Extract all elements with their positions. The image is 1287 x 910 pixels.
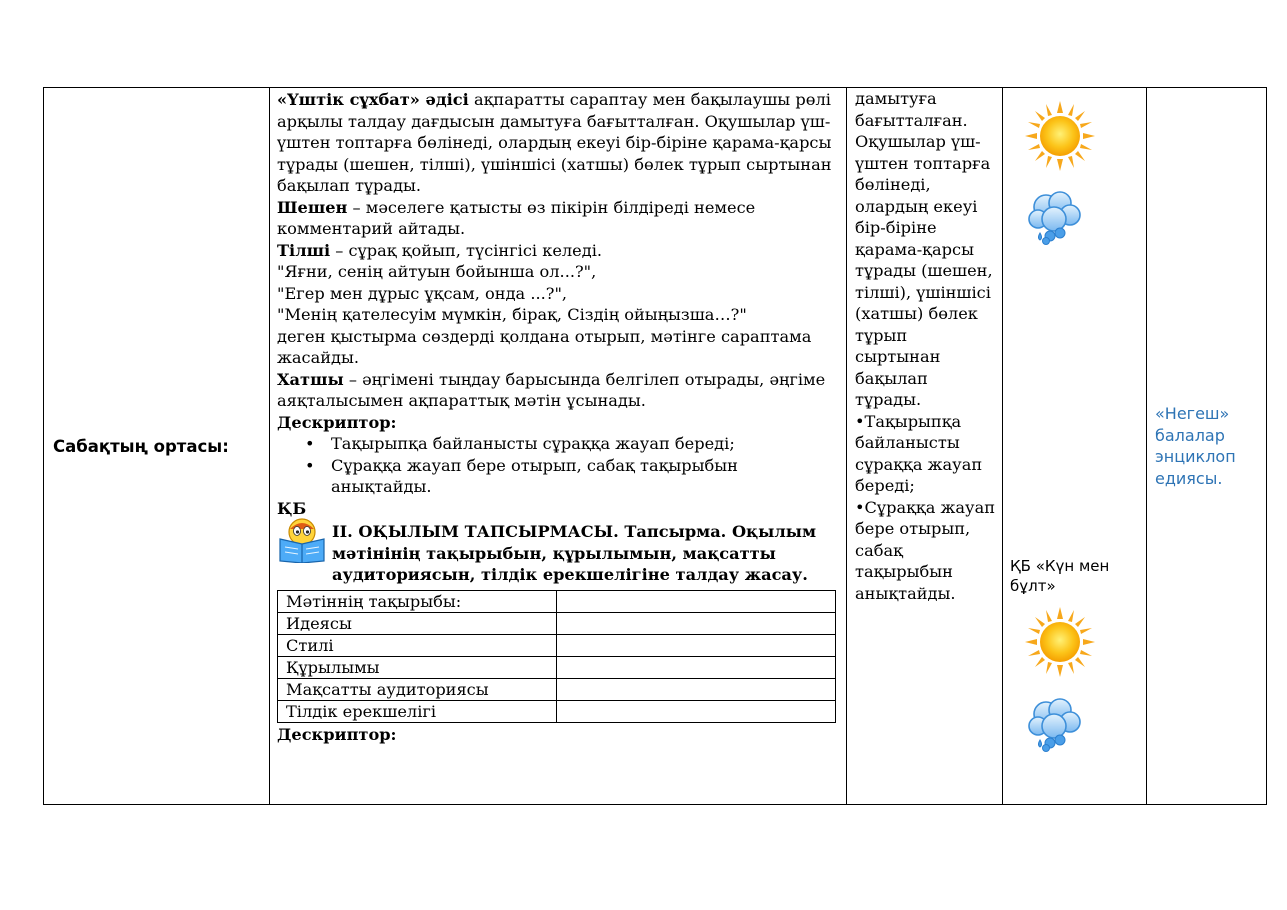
descriptor-heading-2: Дескриптор: bbox=[277, 724, 397, 744]
sun-icon bbox=[1023, 605, 1097, 679]
lesson-middle-row bbox=[44, 88, 1267, 805]
resource-link[interactable]: «Негеш» балалар энциклоп едиясы. bbox=[1155, 404, 1236, 488]
table-cell-empty[interactable] bbox=[557, 700, 836, 722]
list-item: • Тақырыпқа байланысты сұраққа жауап береді; bbox=[305, 433, 839, 455]
analysis-table bbox=[277, 590, 836, 723]
assessment-cell bbox=[1003, 88, 1147, 805]
quote-line: "Менің қателесуім мүмкін, бірақ, Сіздің ойыңызша…?" bbox=[277, 305, 747, 324]
table-cell-label: Мәтіннің тақырыбы: bbox=[278, 590, 557, 612]
table-cell-label: Стилі bbox=[278, 634, 557, 656]
reading-book-icon bbox=[277, 517, 327, 563]
students-activity-text: дамытуға бағытталған. Оқушылар үш-үштен топтарға бөлінеді, олардың екеуі бір-біріне қарама-қарсы тұрады (шешен, тілші), үшіншісі (хатшы) бөлек тұрып сыртынан бақылап тұрады. bbox=[855, 89, 993, 409]
students-bullet: •Тақырыпқа байланысты сұраққа жауап береді; bbox=[855, 411, 983, 495]
role-secretary: Хатшы – әңгімені тыңдау барысында белгілеп отырады, әңгіме аяқталысымен ақпараттық мәтін ұсынады. bbox=[277, 369, 826, 410]
role-speaker: Шешен – мәселеге қатысты өз пікірін білдіреді немесе комментарий айтады. bbox=[277, 197, 756, 238]
role-reporter: Тілші – сұрақ қойып, түсінгісі келеді. bbox=[277, 240, 603, 260]
task-heading: II. ОҚЫЛЫМ ТАПСЫРМАСЫ. Тапсырма. Оқылым мәтінінің тақырыбын, құрылымын, мақсатты аудиториясын, тілдік ерекшелігіне талдау жасау. bbox=[332, 522, 817, 584]
students-activity-cell bbox=[847, 88, 1003, 805]
quote-line: "Яғни, сенің айтуын бойынша ол...?", bbox=[277, 262, 597, 281]
table-cell-empty[interactable] bbox=[557, 590, 836, 612]
activities-cell bbox=[270, 88, 847, 805]
table-cell-label: Идеясы bbox=[278, 612, 557, 634]
descriptor-list bbox=[277, 433, 839, 498]
table-cell-label: Мақсатты аудиториясы bbox=[278, 678, 557, 700]
table-row bbox=[278, 612, 836, 634]
table-row bbox=[278, 678, 836, 700]
list-item: • Сұраққа жауап бере отырып, сабақ тақырыбын анықтайды. bbox=[305, 455, 839, 498]
table-row bbox=[278, 590, 836, 612]
row-label: Сабақтың ортасы: bbox=[53, 436, 229, 456]
reading-task-heading bbox=[277, 521, 839, 586]
table-cell-empty[interactable] bbox=[557, 634, 836, 656]
cloud-rain-icon bbox=[1026, 189, 1082, 247]
descriptor-heading: Дескриптор: bbox=[277, 412, 397, 432]
table-cell-label: Тілдік ерекшелігі bbox=[278, 700, 557, 722]
cloud-rain-icon bbox=[1026, 696, 1082, 754]
table-row bbox=[278, 700, 836, 722]
row-label-cell bbox=[44, 88, 270, 805]
sun-icon bbox=[1023, 99, 1097, 173]
table-cell-empty[interactable] bbox=[557, 612, 836, 634]
students-bullet: •Сұраққа жауап бере отырып, сабақ тақырыбын анықтайды. bbox=[855, 497, 996, 603]
table-cell-empty[interactable] bbox=[557, 656, 836, 678]
resources-cell bbox=[1147, 88, 1267, 805]
method-intro: «Үштік сұхбат» әдісі ақпаратты сараптау мен бақылаушы рөлі арқылы талдау дағдысын дамытуға бағытталған. Оқушылар үш-үштен топтарға бөлінеді, олардың екеуі бір-біріне қарама-қарсы тұрады (шешен, тілші), үшіншісі (хатшы) бөлек тұрып сыртынан бақылап тұрады. bbox=[277, 90, 832, 195]
table-row bbox=[278, 634, 836, 656]
table-cell-empty[interactable] bbox=[557, 678, 836, 700]
table-cell-label: Құрылымы bbox=[278, 656, 557, 678]
table-row bbox=[278, 656, 836, 678]
kb-label: ҚБ bbox=[277, 498, 307, 518]
lesson-plan-table bbox=[43, 87, 1267, 805]
quote-tail: деген қыстырма сөздерді қолдана отырып, мәтінге сараптама жасайды. bbox=[277, 326, 812, 367]
quote-line: "Егер мен дұрыс ұқсам, онда ...?", bbox=[277, 283, 568, 303]
assessment-label: ҚБ «Күн мен бұлт» bbox=[1010, 557, 1110, 595]
